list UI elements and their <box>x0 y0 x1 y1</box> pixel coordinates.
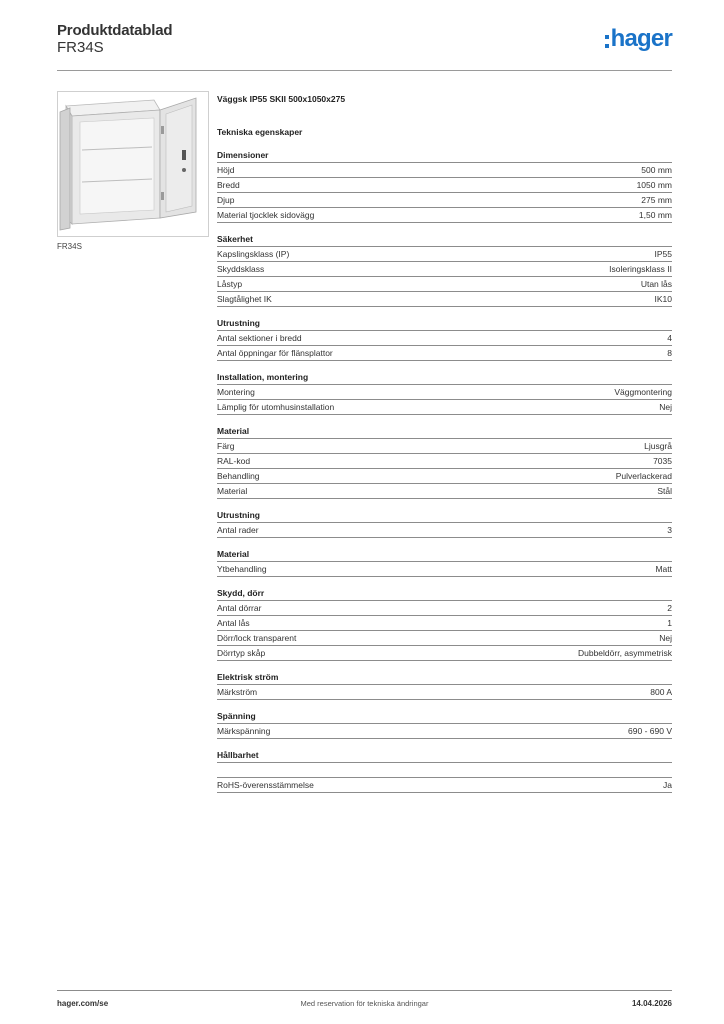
spec-row <box>217 163 672 178</box>
spec-row <box>217 724 672 739</box>
spec-group <box>217 548 672 577</box>
spec-label: RAL-kod <box>217 456 251 466</box>
spec-value: IP55 <box>654 249 672 259</box>
page-footer <box>57 990 672 1015</box>
spec-label: Dörrtyp skåp <box>217 648 266 658</box>
spec-value: Pulverlackerad <box>615 471 672 481</box>
spec-label: Låstyp <box>217 279 243 289</box>
spec-row <box>217 346 672 361</box>
document-title: Produktdatablad <box>57 22 173 39</box>
spec-value: Väggmontering <box>614 387 672 397</box>
spec-group <box>217 149 672 223</box>
spec-row <box>217 562 672 577</box>
spec-label: Behandling <box>217 471 260 481</box>
image-caption: FR34S <box>57 242 82 251</box>
spec-label: Antal dörrar <box>217 603 262 613</box>
spec-groups <box>217 149 672 793</box>
spec-row <box>217 439 672 454</box>
section-heading: Tekniska egenskaper <box>217 127 303 137</box>
spec-value: IK10 <box>654 294 672 304</box>
spec-group-title: Hållbarhet <box>217 749 672 763</box>
spec-label: Antal sektioner i bredd <box>217 333 302 343</box>
spec-group-title: Utrustning <box>217 317 672 331</box>
spec-row <box>217 616 672 631</box>
spec-row <box>217 193 672 208</box>
spec-label: Material tjocklek sidovägg <box>217 210 315 220</box>
spec-value: Nej <box>659 633 672 643</box>
spec-group-spacer <box>217 763 672 778</box>
footer-date: 14.04.2026 <box>631 999 672 1008</box>
hager-logo <box>605 27 672 51</box>
spec-group <box>217 371 672 415</box>
spec-group-title: Säkerhet <box>217 233 672 247</box>
spec-group-title: Skydd, dörr <box>217 587 672 601</box>
spec-label: Slagtålighet IK <box>217 294 272 304</box>
spec-group <box>217 425 672 499</box>
spec-value: 1050 mm <box>636 180 672 190</box>
spec-row <box>217 454 672 469</box>
spec-value: 4 <box>667 333 672 343</box>
spec-row <box>217 778 672 793</box>
spec-label: Ytbehandling <box>217 564 267 574</box>
footer-disclaimer: Med reservation för tekniska ändringar <box>300 999 429 1008</box>
spec-row <box>217 523 672 538</box>
spec-value: 1,50 mm <box>638 210 672 220</box>
spec-row <box>217 178 672 193</box>
spec-group-title: Material <box>217 548 672 562</box>
spec-value: 275 mm <box>641 195 672 205</box>
logo-colon-icon <box>605 35 609 48</box>
spec-group <box>217 710 672 739</box>
spec-label: Färg <box>217 441 235 451</box>
spec-value: 2 <box>667 603 672 613</box>
spec-row <box>217 262 672 277</box>
spec-row <box>217 631 672 646</box>
spec-value: Ja <box>663 780 672 790</box>
spec-value: Utan lås <box>640 279 672 289</box>
spec-value: 3 <box>667 525 672 535</box>
spec-label: Montering <box>217 387 255 397</box>
spec-row <box>217 646 672 661</box>
spec-label: Bredd <box>217 180 240 190</box>
spec-row <box>217 601 672 616</box>
spec-label: Material <box>217 486 248 496</box>
spec-row <box>217 277 672 292</box>
spec-row <box>217 400 672 415</box>
spec-value: 1 <box>667 618 672 628</box>
spec-label: Antal öppningar för flänsplattor <box>217 348 333 358</box>
spec-value: 690 - 690 V <box>628 726 672 736</box>
spec-row <box>217 331 672 346</box>
spec-value: Dubbeldörr, asymmetrisk <box>577 648 672 658</box>
spec-label: Märkström <box>217 687 258 697</box>
spec-value: Nej <box>659 402 672 412</box>
spec-row <box>217 469 672 484</box>
spec-value: 500 mm <box>641 165 672 175</box>
product-name: Väggsk IP55 SKII 500x1050x275 <box>217 94 346 104</box>
spec-row <box>217 385 672 400</box>
spec-row <box>217 292 672 307</box>
document-subtitle: FR34S <box>57 39 104 56</box>
spec-group-title: Dimensioner <box>217 149 672 163</box>
spec-group-title: Elektrisk ström <box>217 671 672 685</box>
spec-group <box>217 749 672 793</box>
spec-row <box>217 247 672 262</box>
spec-row <box>217 685 672 700</box>
spec-value: Isoleringsklass II <box>609 264 672 274</box>
logo-text: hager <box>610 25 672 52</box>
spec-label: Dörr/lock transparent <box>217 633 297 643</box>
spec-value: 800 A <box>650 687 672 697</box>
spec-row <box>217 208 672 223</box>
footer-website-link[interactable]: hager.com/se <box>57 999 109 1008</box>
spec-value: Matt <box>655 564 672 574</box>
spec-value: 8 <box>667 348 672 358</box>
spec-label: Lämplig för utomhusinstallation <box>217 402 335 412</box>
spec-group-title: Utrustning <box>217 509 672 523</box>
spec-label: Kapslingsklass (IP) <box>217 249 290 259</box>
spec-group-title: Spänning <box>217 710 672 724</box>
spec-value: 7035 <box>653 456 672 466</box>
page-header <box>57 22 672 71</box>
spec-group <box>217 317 672 361</box>
spec-value: Stål <box>657 486 672 496</box>
spec-group <box>217 587 672 661</box>
spec-group-title: Installation, montering <box>217 371 672 385</box>
enclosure-illustration-icon <box>58 92 208 236</box>
spec-group-title: Material <box>217 425 672 439</box>
spec-label: Höjd <box>217 165 235 175</box>
spec-label: Djup <box>217 195 235 205</box>
spec-group <box>217 509 672 538</box>
product-image <box>57 91 209 237</box>
spec-label: RoHS-överensstämmelse <box>217 780 314 790</box>
spec-label: Märkspänning <box>217 726 271 736</box>
spec-label: Skyddsklass <box>217 264 265 274</box>
spec-content <box>217 92 672 793</box>
spec-group <box>217 671 672 700</box>
spec-group <box>217 233 672 307</box>
spec-value: Ljusgrå <box>644 441 672 451</box>
spec-label: Antal lås <box>217 618 250 628</box>
spec-row <box>217 484 672 499</box>
spec-label: Antal rader <box>217 525 259 535</box>
